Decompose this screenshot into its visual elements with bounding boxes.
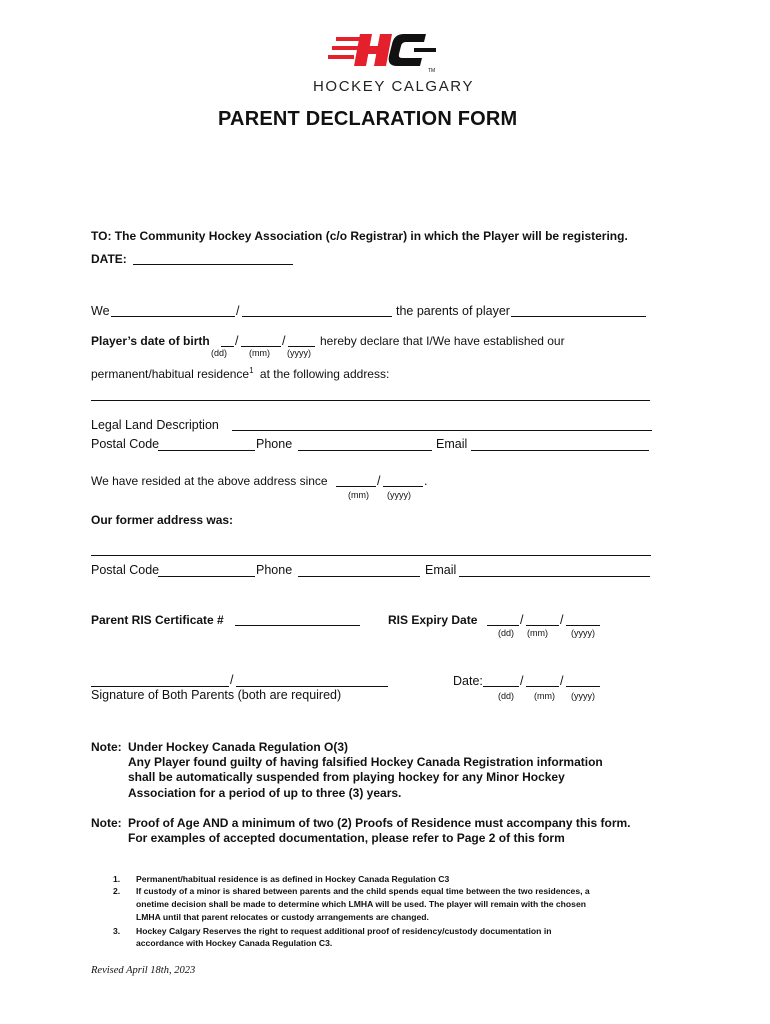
- sig-dd-field[interactable]: [483, 686, 519, 687]
- footnote-3-num: 3.: [113, 926, 121, 936]
- legal-land-field[interactable]: [232, 430, 652, 431]
- sig-slash-1: /: [520, 674, 524, 688]
- player-name-field[interactable]: [511, 316, 646, 317]
- footnote-2-num: 2.: [113, 886, 121, 896]
- former-postal-code-label: Postal Code: [91, 563, 160, 577]
- parent1-name-field[interactable]: [111, 316, 235, 317]
- former-email-field[interactable]: [459, 576, 650, 577]
- note1-line4: Association for a period of up to three (3) years.: [128, 786, 402, 800]
- ris-certificate-field[interactable]: [235, 625, 360, 626]
- ris-certificate-label: Parent RIS Certificate #: [91, 613, 224, 627]
- dob-mm-field[interactable]: [241, 346, 281, 347]
- dob-slash-1: /: [235, 334, 239, 348]
- phone-label: Phone: [256, 437, 293, 451]
- note1-line3: shall be automatically suspended from playing hockey for any Minor Hockey: [128, 770, 565, 784]
- brand-name: HOCKEY CALGARY: [313, 78, 475, 95]
- signature-slash: /: [230, 673, 234, 687]
- ris-slash-2: /: [560, 613, 564, 627]
- postal-code-field[interactable]: [158, 450, 255, 451]
- footnote-1-line1: Permanent/habitual residence is as defined in Hockey Canada Regulation C3: [136, 874, 450, 884]
- dob-yyyy-hint: (yyyy): [287, 348, 311, 358]
- ris-yyyy-field[interactable]: [566, 625, 600, 626]
- resided-mm-hint: (mm): [348, 490, 369, 500]
- resided-text: We have resided at the above address since: [91, 474, 328, 488]
- dob-yyyy-field[interactable]: [288, 346, 315, 347]
- trademark-text: TM: [428, 68, 436, 74]
- parents-of-player-label: the parents of player: [396, 304, 510, 318]
- footnote-3-line1: Hockey Calgary Reserves the right to request additional proof of residency/custody documentation in: [136, 926, 552, 936]
- resided-slash: /: [377, 474, 381, 488]
- dob-dd-hint: (dd): [211, 348, 228, 358]
- residence-label: permanent/habitual residence: [91, 367, 250, 381]
- former-email-label: Email: [425, 563, 457, 577]
- footnote-2-line2: onetime decision shall be made to determine which LMHA will be used. The player will remain with the chosen: [136, 899, 586, 909]
- phone-field[interactable]: [298, 450, 432, 451]
- footnote-1-num: 1.: [113, 874, 121, 884]
- former-postal-code-field[interactable]: [158, 576, 255, 577]
- ris-dd-field[interactable]: [487, 625, 519, 626]
- former-address-field[interactable]: [91, 555, 651, 556]
- page-title: PARENT DECLARATION FORM: [218, 108, 518, 130]
- dob-dd-field[interactable]: [221, 346, 234, 347]
- we-slash: /: [236, 304, 240, 318]
- resided-yyyy-field[interactable]: [383, 486, 423, 487]
- to-line: TO: The Community Hockey Association (c/o Registrar) in which the Player will be registering.: [91, 229, 628, 243]
- former-phone-field[interactable]: [298, 576, 420, 577]
- dob-label: Player’s date of birth: [91, 334, 210, 348]
- dob-slash-2: /: [282, 334, 286, 348]
- signature-parent1-field[interactable]: [91, 686, 229, 687]
- note1-line2: Any Player found guilty of having falsified Hockey Canada Registration information: [128, 755, 603, 769]
- note2-line1: Proof of Age AND a minimum of two (2) Proofs of Residence must accompany this form.: [128, 816, 631, 830]
- hc-logo-icon: [300, 22, 470, 82]
- sig-slash-2: /: [560, 674, 564, 688]
- signature-label: Signature of Both Parents (both are required): [91, 688, 342, 702]
- dob-mm-hint: (mm): [249, 348, 270, 358]
- ris-expiry-label: RIS Expiry Date: [388, 613, 478, 627]
- footnote-ref: 1: [249, 366, 254, 375]
- sig-mm-hint: (mm): [534, 691, 555, 701]
- note2-line2: For examples of accepted documentation, please refer to Page 2 of this form: [128, 831, 565, 845]
- date-label: DATE:: [91, 252, 127, 266]
- we-label: We: [91, 304, 110, 318]
- date-field[interactable]: [133, 264, 293, 265]
- ris-slash-1: /: [520, 613, 524, 627]
- note1-head: Note:: [91, 740, 122, 754]
- footnote-2-line1: If custody of a minor is shared between parents and the child spends equal time between the two residences, a: [136, 886, 590, 896]
- residence-text: [91, 366, 389, 381]
- signature-parent2-field[interactable]: [236, 686, 388, 687]
- ris-mm-hint: (mm): [527, 628, 548, 638]
- revised-date: Revised April 18th, 2023: [91, 965, 196, 976]
- resided-yyyy-hint: (yyyy): [387, 490, 411, 500]
- resided-period: .: [424, 474, 428, 488]
- declare-text: hereby declare that I/We have established our: [320, 334, 565, 348]
- sig-yyyy-hint: (yyyy): [571, 691, 595, 701]
- parent2-name-field[interactable]: [242, 316, 392, 317]
- resided-mm-field[interactable]: [336, 486, 376, 487]
- email-label: Email: [436, 437, 468, 451]
- signature-date-label: Date:: [453, 674, 483, 688]
- ris-yyyy-hint: (yyyy): [571, 628, 595, 638]
- address-field[interactable]: [91, 400, 650, 401]
- hockey-calgary-logo: [300, 22, 475, 102]
- sig-dd-hint: (dd): [498, 691, 515, 701]
- note1-line1: Under Hockey Canada Regulation O(3): [128, 740, 349, 754]
- note2-head: Note:: [91, 816, 122, 830]
- former-address-label: Our former address was:: [91, 513, 234, 527]
- footnote-2-line3: LMHA until that parent relocates or custody arrangements are changed.: [136, 912, 429, 922]
- sig-mm-field[interactable]: [526, 686, 559, 687]
- footnote-3-line2: accordance with Hockey Canada Regulation C3.: [136, 938, 333, 948]
- sig-yyyy-field[interactable]: [566, 686, 600, 687]
- email-field[interactable]: [471, 450, 649, 451]
- legal-land-label: Legal Land Description: [91, 418, 219, 432]
- ris-dd-hint: (dd): [498, 628, 515, 638]
- former-phone-label: Phone: [256, 563, 293, 577]
- ris-mm-field[interactable]: [526, 625, 559, 626]
- postal-code-label: Postal Code: [91, 437, 160, 451]
- residence-rest: at the following address:: [259, 367, 390, 381]
